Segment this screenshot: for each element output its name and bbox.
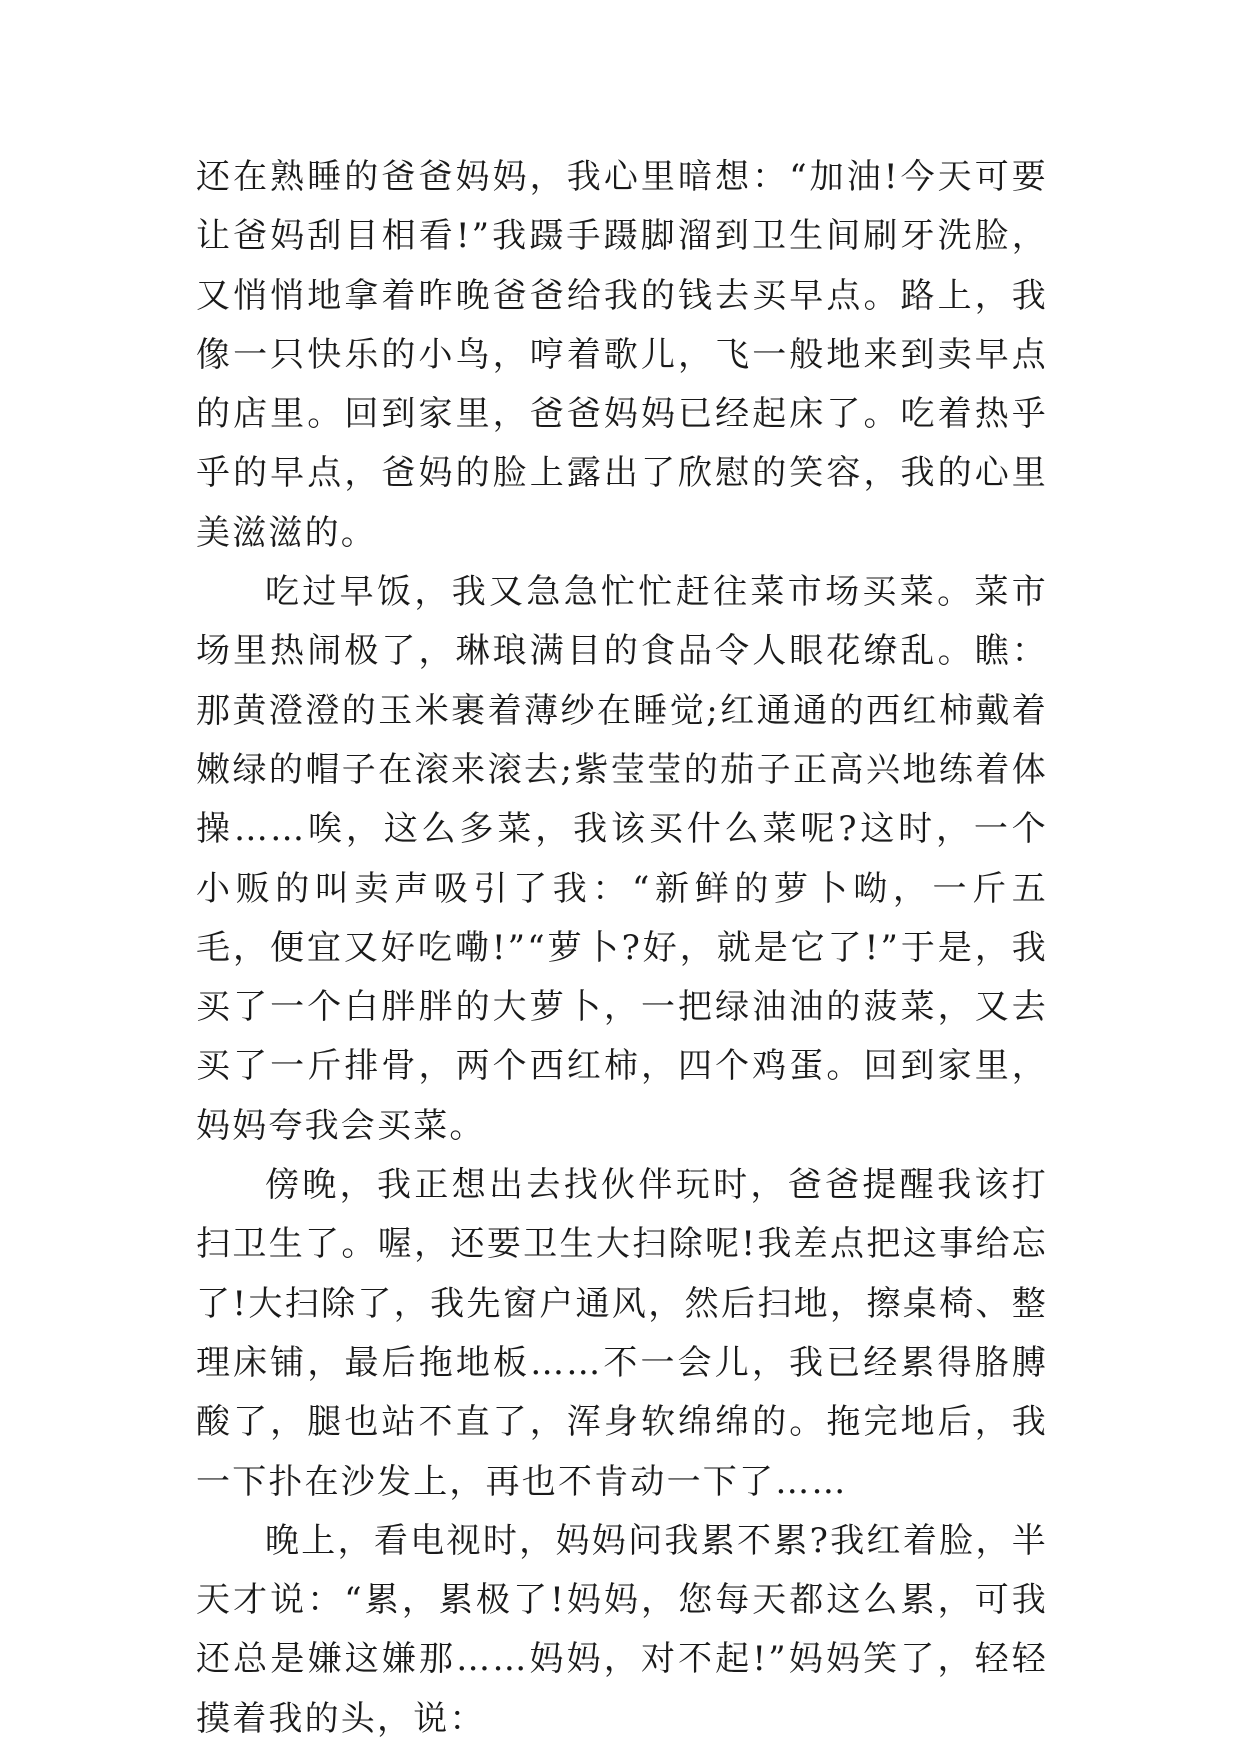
document-body xyxy=(196,148,1048,1749)
paragraph-2: 吃过早饭，我又急急忙忙赶往菜市场买菜。菜市场里热闹极了，琳琅满目的食品令人眼花缭乱。瞧：那黄澄澄的玉米裹着薄纱在睡觉;红通通的西红柿戴着嫩绿的帽子在滚来滚去;紫莹莹的茄子正高兴地练着体操……唉，这么多菜，我该买什么菜呢?这时，一个小贩的叫卖声吸引了我：“新鲜的萝卜呦，一斤五毛，便宜又好吃嘞!”“萝卜?好，就是它了!”于是，我买了一个白胖胖的大萝卜，一把绿油油的菠菜，又去买了一斤排骨，两个西红柿，四个鸡蛋。回到家里，妈妈夸我会买菜。 xyxy=(196,572,1048,1146)
paragraph-1: 还在熟睡的爸爸妈妈，我心里暗想：“加油!今天可要让爸妈刮目相看!”我蹑手蹑脚溜到卫生间刷牙洗脸，又悄悄地拿着昨晚爸爸给我的钱去买早点。路上，我像一只快乐的小鸟，哼着歌儿，飞一般地来到卖早点的店里。回到家里，爸爸妈妈已经起床了。吃着热乎乎的早点，爸妈的脸上露出了欣慰的笑容，我的心里美滋滋的。 xyxy=(196,157,1048,553)
paragraph-3: 傍晚，我正想出去找伙伴玩时，爸爸提醒我该打扫卫生了。喔，还要卫生大扫除呢!我差点把这事给忘了!大扫除了，我先窗户通风，然后扫地，擦桌椅、整理床铺，最后拖地板……不一会儿，我已经累得胳膊酸了，腿也站不直了，浑身软绵绵的。拖完地后，我一下扑在沙发上，再也不肯动一下了…… xyxy=(196,1165,1048,1502)
paragraph-4: 晚上，看电视时，妈妈问我累不累?我红着脸，半天才说：“累，累极了!妈妈，您每天都这么累，可我还总是嫌这嫌那……妈妈，对不起!”妈妈笑了，轻轻摸着我的头，说： xyxy=(196,1520,1048,1739)
